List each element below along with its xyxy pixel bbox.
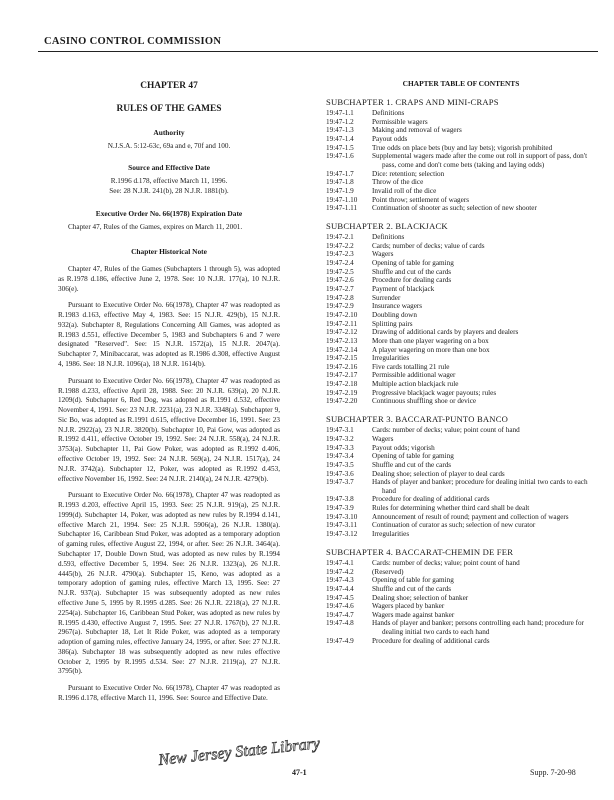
toc-entry	[326, 576, 596, 585]
subchapter-heading: SUBCHAPTER 2. BLACKJACK	[326, 220, 448, 231]
toc-entry	[326, 135, 596, 144]
subchapter-heading: SUBCHAPTER 3. BACCARAT-PUNTO BANCO	[326, 414, 509, 424]
toc-entry	[326, 259, 596, 268]
expiration-text: Chapter 47, Rules of the Games, expires on March 11, 2001.	[68, 223, 243, 232]
section-number: 19:47-2.18	[326, 380, 358, 389]
section-title: Making and removal of wagers	[372, 126, 462, 135]
history-paragraph: Chapter 47, Rules of the Games (Subchapters 1 through 5), was adopted as R.1978 d.186, effective June 2, 1978. See: 10 N.J.R. 177(a), 10 N.J.R. 306(e).	[58, 264, 280, 293]
toc-heading: CHAPTER TABLE OF CONTENTS	[402, 79, 520, 88]
section-number: 19:47-2.1	[326, 233, 354, 242]
section-title: Continuation of curator as such; selection of new curator	[372, 521, 536, 530]
section-number: 19:47-1.7	[326, 169, 354, 178]
toc-entry	[326, 380, 596, 389]
section-number: 19:47-2.3	[326, 250, 354, 259]
section-title: Payout odds	[372, 135, 408, 144]
section-title: Supplemental wagers made after the come out roll in support of pass, don't pass, come and don't come bets (taking and laying odds)	[372, 152, 588, 170]
section-number: 19:47-1.11	[326, 204, 358, 213]
toc-entry	[326, 559, 596, 568]
section-number: 19:47-2.2	[326, 241, 354, 250]
section-title: Permissible wagers	[372, 117, 428, 126]
section-title: Cards: number of decks; value; point count of hand	[372, 426, 520, 435]
chapter-title: RULES OF THE GAMES	[116, 103, 222, 114]
section-title: Drawing of additional cards by players and dealers	[372, 328, 519, 337]
section-title: Dealing shoe; selection of player to deal cards	[372, 469, 505, 478]
toc-entry	[326, 389, 596, 398]
stamp-text: New Jersey State Library	[157, 735, 321, 769]
toc-entry	[326, 346, 596, 355]
subchapter-heading: SUBCHAPTER 1. CRAPS AND MINI-CRAPS	[326, 96, 499, 107]
section-number: 19:47-2.10	[326, 310, 358, 319]
section-title: Point throw; settlement of wagers	[372, 195, 470, 204]
header-rule	[38, 51, 598, 52]
section-title: (Reserved)	[372, 567, 404, 576]
section-title: Continuation of shooter as such; selection of new shooter	[372, 204, 537, 213]
toc-entry	[326, 328, 596, 337]
section-number: 19:47-4.7	[326, 610, 354, 619]
section-title: Doubling down	[372, 310, 417, 319]
section-number: 19:47-2.19	[326, 388, 358, 397]
section-title: Dice: retention; selection	[372, 169, 445, 178]
toc-entry	[326, 268, 596, 277]
section-title: Definitions	[372, 233, 405, 242]
toc-entry	[326, 478, 596, 495]
toc-entry	[326, 397, 596, 406]
toc-entry	[326, 170, 596, 179]
toc-entry	[326, 337, 596, 346]
section-title: Payout odds; vigorish	[372, 443, 435, 452]
section-number: 19:47-3.12	[326, 530, 358, 538]
section-number: 19:47-1.9	[326, 186, 354, 195]
section-title: Wagers	[372, 250, 394, 259]
authority-text: N.J.S.A. 5:12-63c, 69a and e, 70f and 100.	[107, 141, 231, 150]
section-number: 19:47-2.9	[326, 302, 354, 311]
section-title: Multiple action blackjack rule	[372, 380, 459, 389]
section-title: Irregularities	[372, 530, 410, 538]
section-number: 19:47-1.2	[326, 117, 354, 126]
section-number: 19:47-4.6	[326, 602, 354, 611]
history-paragraph: Pursuant to Executive Order No. 66(1978), Chapter 47 was readopted as R.1993 d.203, effective April 15, 1993. See: 25 N.J.R. 919(a), 25 N.J.R. 1999(d). Subchapter 14, Poker, was adopted as new rules by R.1994 d.141, effective March 21, 1994. See: 25 N.J.R. 5906(a), 26 N.J.R. 1380(a). Subchapter 16, Caribbean Stud Poker, was adopted as a temporary adoption of gaming rules, effective August 22, 1994, or after. See: 26 N.J.R. 3464(a). Subchapter 17, Double Down Stud, was adopted as new rules by R.1994 d.593, effective December 5, 1994. See: 26 N.J.R. 1323(a), 26 N.J.R. 4445(b), 26 N.J.R. 4790(a). Subchapter 15, Keno, was adopted as a temporary adoption of gaming rules, effective March 13, 1995. See: 27 N.J.R. 937(a). Subchapter 15 was subsequently adopted as new rules effective June 5, 1995 by R.1995 d.285. See: 26 N.J.R. 2218(a), 27 N.J.R. 2254(a). Subchapter 16, Caribbean Stud Poker, was adopted as new rules by R.1995 d.430, effective August 7, 1995. See: 27 N.J.R. 1767(b), 27 N.J.R. 2967(a). Subchapter 18, Let It Ride Poker, was adopted as a temporary adoption of gaming rules, effective January 24, 1995, or after. See: 27 N.J.R. 386(a). Subchapter 18 was subsequently adopted as new rules effective October 2, 1995 by R.1995 d.534. See: 27 N.J.R. 2119(a), 27 N.J.R. 3795(b).	[58, 491, 280, 676]
section-title: Splitting pairs	[372, 319, 413, 328]
section-title: Dealing shoe; selection of banker	[372, 593, 469, 602]
toc-entry	[326, 530, 596, 539]
toc-entry	[326, 152, 596, 169]
source-text-2: See: 28 N.J.R. 241(b), 28 N.J.R. 1881(b).	[109, 187, 229, 196]
section-title: Wagers made against banker	[372, 610, 455, 619]
section-number: 19:47-3.9	[326, 504, 354, 513]
section-number: 19:47-2.20	[326, 397, 358, 406]
toc-entry	[326, 144, 596, 153]
section-title: Procedure for dealing of additional cards	[372, 636, 490, 645]
toc-entry	[326, 452, 596, 461]
section-number: 19:47-3.5	[326, 460, 354, 469]
section-title: Shuffle and cut of the cards	[372, 460, 452, 469]
section-number: 19:47-3.8	[326, 495, 354, 504]
toc-entry	[326, 426, 596, 435]
toc-entry	[326, 568, 596, 577]
section-number: 19:47-2.15	[326, 354, 358, 363]
section-title: Opening of table for gaming	[372, 259, 454, 268]
section-number: 19:47-3.7	[326, 478, 354, 487]
section-title: Wagers placed by banker	[372, 602, 445, 611]
section-title: Hands of player and banker; persons controlling each hand; procedure for dealing initial two cards to each hand	[372, 619, 584, 637]
section-number: 19:47-3.1	[326, 426, 354, 435]
toc-entry	[326, 109, 596, 118]
toc-entry	[326, 521, 596, 530]
section-number: 19:47-1.4	[326, 135, 354, 144]
section-number: 19:47-3.6	[326, 469, 354, 478]
running-header: CASINO CONTROL COMMISSION	[44, 36, 222, 47]
left-column	[58, 76, 280, 711]
source-text-1: R.1996 d.178, effective March 11, 1996.	[110, 177, 228, 186]
toc-entry	[326, 470, 596, 479]
history-paragraph: Pursuant to Executive Order No. 66(1978), Chapter 47 was readopted as R.1988 d.233, effective April 28, 1988. See: 20 N.J.R. 639(a), 20 N.J.R. 1209(d). Subchapter 6, Red Dog, was adopted as R.1991 d.532, effective November 4, 1991. See: 23 N.J.R. 2231(a), 23 N.J.R. 3348(a). Subchapter 9, Sic Bo, was adopted as R.1991 d.615, effective December 16, 1991. See: 23 N.J.R. 2922(a), 23 N.J.R. 3820(b). Subchapter 10, Pai Gow, was adopted as R.1992 d.411, effective October 19, 1992. See: 24 N.J.R. 558(a), 24 N.J.R. 3753(a). Subchapter 11, Pai Gow Poker, was adopted as R.1992 d.406, effective October 19, 1992. See: 24 N.J.R. 569(a), 24 N.J.R. 1517(a), 24 N.J.R. 3742(a). Subchapter 12, Poker, was adopted as R.1992 d.453, effective November 16, 1992. See: 24 N.J.R. 2140(a), 24 N.J.R. 4279(b).	[58, 376, 280, 483]
history-paragraph: Pursuant to Executive Order No. 66(1978), Chapter 47 was readopted as R.1996 d.178, effective March 11, 1996. See: Source and Effective Date.	[58, 684, 280, 702]
section-number: 19:47-3.2	[326, 434, 354, 443]
toc-entry	[326, 619, 596, 636]
section-title: Rules for determining whether third card shall be dealt	[372, 504, 530, 513]
toc-entry	[326, 118, 596, 127]
toc-entry	[326, 504, 596, 513]
toc-entry	[326, 363, 596, 372]
subchapter-heading: SUBCHAPTER 4. BACCARAT-CHEMIN DE FER	[326, 546, 514, 557]
section-number: 19:47-4.8	[326, 619, 354, 628]
section-number: 19:47-3.3	[326, 443, 354, 452]
toc-column	[326, 76, 596, 645]
toc-entry	[326, 637, 596, 646]
toc-entry	[326, 371, 596, 380]
section-title: Insurance wagers	[372, 302, 423, 311]
section-number: 19:47-3.11	[326, 521, 358, 530]
section-number: 19:47-3.10	[326, 512, 358, 521]
toc-entry	[326, 495, 596, 504]
section-title: Cards; number of decks; value of cards	[372, 241, 485, 250]
toc-entry	[326, 311, 596, 320]
toc-entry	[326, 594, 596, 603]
toc-entry	[326, 602, 596, 611]
supplement-date: Supp. 7-20-98	[530, 768, 576, 777]
library-stamp	[150, 734, 321, 770]
history-paragraph: Pursuant to Executive Order No. 66(1978), Chapter 47 was readopted as R.1983 d.163, effective May 4, 1983. See: 15 N.J.R. 429(b), 15 N.J.R. 932(a). Subchapter 8, Regulations Concerning All Games, was adopted as R.1983 d.551, effective December 5, 1983 and Subchapters 6 and 7 were designated "Reserved". See: 15 N.J.R. 1572(a), 15 N.J.R. 2047(a). Subchapter 7, Minibaccarat, was adopted as R.1986 d.308, effective August 4, 1986. See: 18 N.J.R. 1096(a), 18 N.J.R. 1614(b).	[58, 301, 280, 368]
section-title: Hands of player and banker; procedure for dealing initial two cards to each hand	[372, 478, 588, 495]
section-number: 19:47-2.13	[326, 336, 358, 345]
toc-entry	[326, 513, 596, 522]
section-title: Cards: number of decks; value; point count of hand	[372, 558, 520, 567]
section-title: Permissible additional wager	[372, 371, 456, 380]
section-title: Procedure for dealing of additional cards	[372, 495, 490, 504]
section-number: 19:47-4.9	[326, 636, 354, 645]
toc-entry	[326, 320, 596, 329]
section-title: Shuffle and cut of the cards	[372, 584, 452, 593]
section-title: Invalid roll of the dice	[372, 186, 437, 195]
section-title: A player wagering on more than one box	[372, 345, 490, 354]
section-number: 19:47-2.7	[326, 285, 354, 294]
toc-entry	[326, 461, 596, 470]
section-number: 19:47-4.2	[326, 567, 354, 576]
section-number: 19:47-1.8	[326, 178, 354, 187]
authority-heading: Authority	[153, 127, 185, 137]
section-number: 19:47-4.4	[326, 584, 354, 593]
section-number: 19:47-1.6	[326, 152, 354, 161]
toc-entry	[326, 611, 596, 620]
section-number: 19:47-1.1	[326, 109, 354, 118]
section-number: 19:47-4.3	[326, 576, 354, 585]
section-title: Throw of the dice	[372, 178, 424, 187]
section-number: 19:47-2.16	[326, 362, 358, 371]
section-title: Shuffle and cut of the cards	[372, 267, 452, 276]
source-heading: Source and Effective Date	[128, 163, 210, 173]
section-title: Progressive blackjack wager payouts; rules	[372, 388, 497, 397]
section-number: 19:47-1.5	[326, 143, 354, 152]
section-title: Continuous shuffling shoe or device	[372, 397, 477, 406]
section-title: Payment of blackjack	[372, 285, 435, 294]
section-number: 19:47-2.5	[326, 267, 354, 276]
section-title: Definitions	[372, 109, 405, 118]
section-title: Wagers	[372, 434, 394, 443]
toc-entry	[326, 126, 596, 135]
section-title: Opening of table for gaming	[372, 452, 454, 461]
expiration-heading: Executive Order No. 66(1978) Expiration Date	[95, 209, 243, 219]
toc-entry	[326, 276, 596, 285]
section-number: 19:47-2.14	[326, 345, 358, 354]
section-number: 19:47-4.5	[326, 593, 354, 602]
section-number: 19:47-3.4	[326, 452, 354, 461]
history-heading: Chapter Historical Note	[131, 246, 207, 256]
section-title: Announcement of result of round; payment and collection of wagers	[372, 512, 569, 521]
toc-entry	[326, 585, 596, 594]
section-number: 19:47-2.6	[326, 276, 354, 285]
section-title: Procedure for dealing cards	[372, 276, 452, 285]
toc-entry	[326, 178, 596, 187]
section-title: Irregularities	[372, 354, 410, 363]
toc-entry	[326, 187, 596, 196]
section-title: True odds on place bets (buy and lay bets); vigorish prohibited	[372, 143, 553, 152]
toc-entry	[326, 204, 596, 213]
section-title: Surrender	[372, 293, 401, 302]
toc-entry	[326, 302, 596, 311]
section-number: 19:47-2.12	[326, 328, 358, 337]
toc-entry	[326, 242, 596, 251]
toc-entry	[326, 233, 596, 242]
toc-entry	[326, 435, 596, 444]
section-number: 19:47-1.3	[326, 126, 354, 135]
section-number: 19:47-2.4	[326, 259, 354, 268]
section-title: More than one player wagering on a box	[372, 336, 489, 345]
history-paragraphs	[58, 265, 280, 704]
section-title: Five cards totalling 21 rule	[372, 362, 450, 371]
section-number: 19:47-4.1	[326, 558, 354, 567]
toc-entry	[326, 250, 596, 259]
page-number: 47-1	[292, 768, 307, 777]
section-number: 19:47-2.8	[326, 293, 354, 302]
section-number: 19:47-2.17	[326, 371, 358, 380]
section-number: 19:47-2.11	[326, 319, 358, 328]
toc-entry	[326, 354, 596, 363]
toc-entry	[326, 444, 596, 453]
toc-entry	[326, 294, 596, 303]
toc-entry	[326, 285, 596, 294]
chapter-number: CHAPTER 47	[140, 81, 198, 91]
toc-entry	[326, 196, 596, 205]
section-number: 19:47-1.10	[326, 195, 358, 204]
toc-list	[326, 97, 596, 645]
section-title: Opening of table for gaming	[372, 576, 454, 585]
